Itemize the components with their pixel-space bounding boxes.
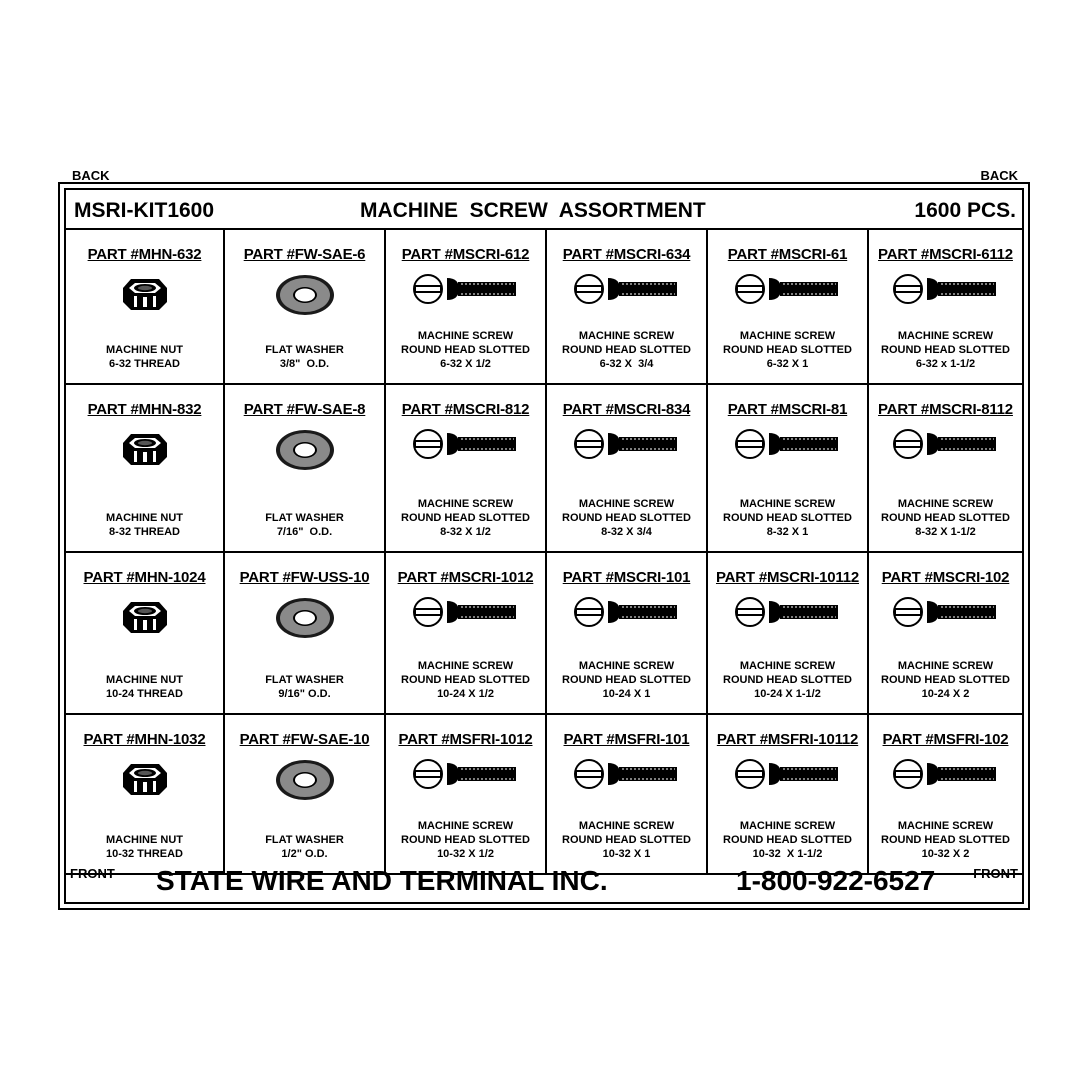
part-cell — [386, 715, 547, 875]
description-line: 6-32 X 1/2 — [440, 358, 491, 370]
part-cell — [869, 553, 1022, 715]
part-description — [547, 497, 706, 539]
description-line: 1/2" O.D. — [281, 848, 328, 860]
description-line: ROUND HEAD SLOTTED — [401, 674, 530, 686]
description-line: FLAT WASHER — [265, 344, 344, 356]
description-line: MACHINE SCREW — [897, 660, 994, 672]
description-line: ROUND HEAD SLOTTED — [881, 512, 1010, 524]
part-number: PART #FW-SAE-6 — [243, 246, 366, 263]
part-number: PART #MSCRI-1012 — [397, 569, 534, 586]
description-line: FLAT WASHER — [265, 834, 344, 846]
part-number: PART #MSFRI-101 — [563, 731, 690, 748]
description-line: MACHINE SCREW — [897, 498, 994, 510]
part-number: PART #MHN-1024 — [83, 569, 206, 586]
description-line: ROUND HEAD SLOTTED — [881, 674, 1010, 686]
part-description — [386, 659, 545, 701]
part-number: PART #FW-USS-10 — [239, 569, 370, 586]
description-line: 10-24 X 2 — [921, 688, 970, 700]
description-line: 10-32 THREAD — [105, 848, 184, 860]
description-line: 10-24 X 1/2 — [437, 688, 494, 700]
back-label-left: BACK — [72, 168, 110, 183]
description-line: 8-32 THREAD — [109, 526, 180, 538]
part-cell — [547, 715, 708, 875]
description-line: ROUND HEAD SLOTTED — [881, 344, 1010, 356]
part-cell — [225, 715, 386, 875]
flat-washer-icon — [274, 759, 336, 806]
description-line: MACHINE SCREW — [578, 330, 675, 342]
description-line: 8-32 X 1 — [766, 526, 809, 538]
description-line: MACHINE SCREW — [417, 498, 514, 510]
part-cell — [386, 385, 547, 553]
description-line: MACHINE SCREW — [739, 498, 836, 510]
description-line: ROUND HEAD SLOTTED — [881, 834, 1010, 846]
description-line: FLAT WASHER — [265, 512, 344, 524]
part-number: PART #MHN-1032 — [83, 731, 206, 748]
description-line: 8-32 X 1-1/2 — [915, 526, 976, 538]
part-cell — [869, 715, 1022, 875]
part-description — [66, 673, 223, 701]
description-line: 6-32 x 1-1/2 — [915, 358, 976, 370]
description-line: ROUND HEAD SLOTTED — [401, 834, 530, 846]
part-number: PART #MSCRI-81 — [727, 401, 848, 418]
part-cell — [225, 553, 386, 715]
description-line: MACHINE SCREW — [739, 660, 836, 672]
part-cell — [225, 230, 386, 385]
kit-number: MSRI-KIT1600 — [74, 199, 215, 222]
part-description — [708, 659, 867, 701]
part-description — [225, 343, 384, 371]
description-line: 10-24 X 1-1/2 — [754, 688, 821, 700]
part-description — [869, 329, 1022, 371]
part-cell — [708, 230, 869, 385]
part-description — [547, 819, 706, 861]
hex-nut-icon — [115, 597, 175, 642]
part-number: PART #MSCRI-10112 — [715, 569, 860, 586]
part-description — [708, 329, 867, 371]
part-cell — [66, 553, 225, 715]
part-description — [66, 511, 223, 539]
machine-screw-icon — [891, 274, 1001, 309]
description-line: 7/16" O.D. — [276, 526, 333, 538]
part-description — [708, 819, 867, 861]
machine-screw-icon — [572, 429, 682, 464]
part-description — [386, 819, 545, 861]
description-line: MACHINE SCREW — [417, 820, 514, 832]
description-line: ROUND HEAD SLOTTED — [562, 512, 691, 524]
part-number: PART #MSFRI-102 — [882, 731, 1009, 748]
machine-screw-icon — [733, 759, 843, 794]
description-line: MACHINE SCREW — [739, 820, 836, 832]
machine-screw-icon — [733, 429, 843, 464]
description-line: ROUND HEAD SLOTTED — [723, 674, 852, 686]
part-cell — [708, 553, 869, 715]
machine-screw-icon — [733, 274, 843, 309]
front-label-right: FRONT — [973, 866, 1018, 881]
description-line: ROUND HEAD SLOTTED — [401, 344, 530, 356]
part-description — [869, 497, 1022, 539]
part-description — [869, 819, 1022, 861]
part-cell — [66, 715, 225, 875]
part-number: PART #MSCRI-634 — [562, 246, 691, 263]
back-label-right: BACK — [980, 168, 1018, 183]
description-line: MACHINE SCREW — [578, 660, 675, 672]
hex-nut-icon — [115, 429, 175, 474]
part-description — [869, 659, 1022, 701]
description-line: ROUND HEAD SLOTTED — [723, 512, 852, 524]
part-description — [66, 343, 223, 371]
part-number: PART #MSCRI-8112 — [878, 401, 1013, 418]
company-name: STATE WIRE AND TERMINAL INC. — [156, 865, 608, 896]
part-cell — [66, 385, 225, 553]
description-line: 8-32 X 3/4 — [601, 526, 652, 538]
part-cell — [386, 230, 547, 385]
description-line: 10-32 X 1 — [602, 848, 651, 860]
part-cell — [547, 385, 708, 553]
description-line: 10-32 X 2 — [921, 848, 970, 860]
description-line: 10-32 X 1/2 — [437, 848, 494, 860]
description-line: 8-32 X 1/2 — [440, 526, 491, 538]
description-line: 10-24 THREAD — [105, 688, 184, 700]
description-line: ROUND HEAD SLOTTED — [562, 344, 691, 356]
description-line: 9/16" O.D. — [278, 688, 331, 700]
part-number: PART #MSCRI-102 — [881, 569, 1010, 586]
machine-screw-icon — [411, 429, 521, 464]
phone-number: 1-800-922-6527 — [736, 865, 936, 896]
part-number: PART #MSCRI-6112 — [878, 246, 1013, 263]
part-number: PART #MSCRI-812 — [401, 401, 530, 418]
machine-screw-icon — [572, 759, 682, 794]
machine-screw-icon — [891, 759, 1001, 794]
machine-screw-icon — [733, 597, 843, 632]
part-number: PART #MSCRI-612 — [401, 246, 530, 263]
footer-row — [66, 860, 1022, 902]
description-line: ROUND HEAD SLOTTED — [401, 512, 530, 524]
flat-washer-icon — [274, 597, 336, 644]
description-line: 6-32 X 1 — [766, 358, 809, 370]
part-cell — [225, 385, 386, 553]
machine-screw-icon — [411, 597, 521, 632]
description-line: MACHINE NUT — [106, 344, 183, 356]
machine-screw-icon — [572, 597, 682, 632]
part-number: PART #MHN-832 — [87, 401, 202, 418]
part-number: PART #MSCRI-101 — [562, 569, 691, 586]
part-cell — [869, 385, 1022, 553]
kit-title: MACHINE SCREW ASSORTMENT — [360, 199, 706, 222]
description-line: MACHINE SCREW — [417, 330, 514, 342]
piece-count: 1600 PCS. — [914, 199, 1016, 222]
front-label-left: FRONT — [70, 866, 115, 881]
part-number: PART #FW-SAE-10 — [239, 731, 370, 748]
part-description — [386, 497, 545, 539]
part-cell — [869, 230, 1022, 385]
description-line: MACHINE NUT — [106, 674, 183, 686]
part-number: PART #MSFRI-10112 — [716, 731, 859, 748]
description-line: MACHINE SCREW — [897, 820, 994, 832]
part-number: PART #MHN-632 — [87, 246, 202, 263]
flat-washer-icon — [274, 429, 336, 476]
description-line: 6-32 X 3/4 — [599, 358, 654, 370]
description-line: MACHINE SCREW — [739, 330, 836, 342]
hex-nut-icon — [115, 274, 175, 319]
part-description — [225, 833, 384, 861]
part-cell — [708, 385, 869, 553]
part-cell — [708, 715, 869, 875]
machine-screw-icon — [411, 274, 521, 309]
description-line: ROUND HEAD SLOTTED — [562, 674, 691, 686]
part-description — [547, 329, 706, 371]
machine-screw-icon — [411, 759, 521, 794]
parts-grid — [66, 230, 1022, 860]
description-line: MACHINE SCREW — [578, 820, 675, 832]
flat-washer-icon — [274, 274, 336, 321]
part-description — [547, 659, 706, 701]
part-description — [66, 833, 223, 861]
description-line: MACHINE SCREW — [578, 498, 675, 510]
description-line: ROUND HEAD SLOTTED — [723, 834, 852, 846]
machine-screw-icon — [891, 429, 1001, 464]
description-line: ROUND HEAD SLOTTED — [562, 834, 691, 846]
hex-nut-icon — [115, 759, 175, 804]
part-number: PART #FW-SAE-8 — [243, 401, 366, 418]
part-cell — [547, 553, 708, 715]
description-line: 3/8" O.D. — [279, 358, 330, 370]
part-number: PART #MSCRI-834 — [562, 401, 691, 418]
machine-screw-icon — [572, 274, 682, 309]
label-card — [64, 188, 1024, 904]
description-line: FLAT WASHER — [265, 674, 344, 686]
description-line: MACHINE SCREW — [897, 330, 994, 342]
part-description — [225, 673, 384, 701]
part-cell — [66, 230, 225, 385]
part-number: PART #MSFRI-1012 — [398, 731, 533, 748]
description-line: MACHINE SCREW — [417, 660, 514, 672]
description-line: 10-24 X 1 — [602, 688, 651, 700]
part-cell — [386, 553, 547, 715]
description-line: ROUND HEAD SLOTTED — [723, 344, 852, 356]
machine-screw-icon — [891, 597, 1001, 632]
part-description — [386, 329, 545, 371]
description-line: 10-32 X 1-1/2 — [752, 848, 823, 860]
part-cell — [547, 230, 708, 385]
part-description — [708, 497, 867, 539]
part-number: PART #MSCRI-61 — [727, 246, 848, 263]
description-line: MACHINE NUT — [106, 512, 183, 524]
description-line: MACHINE NUT — [106, 834, 183, 846]
description-line: 6-32 THREAD — [109, 358, 180, 370]
part-description — [225, 511, 384, 539]
header-row — [66, 190, 1022, 230]
